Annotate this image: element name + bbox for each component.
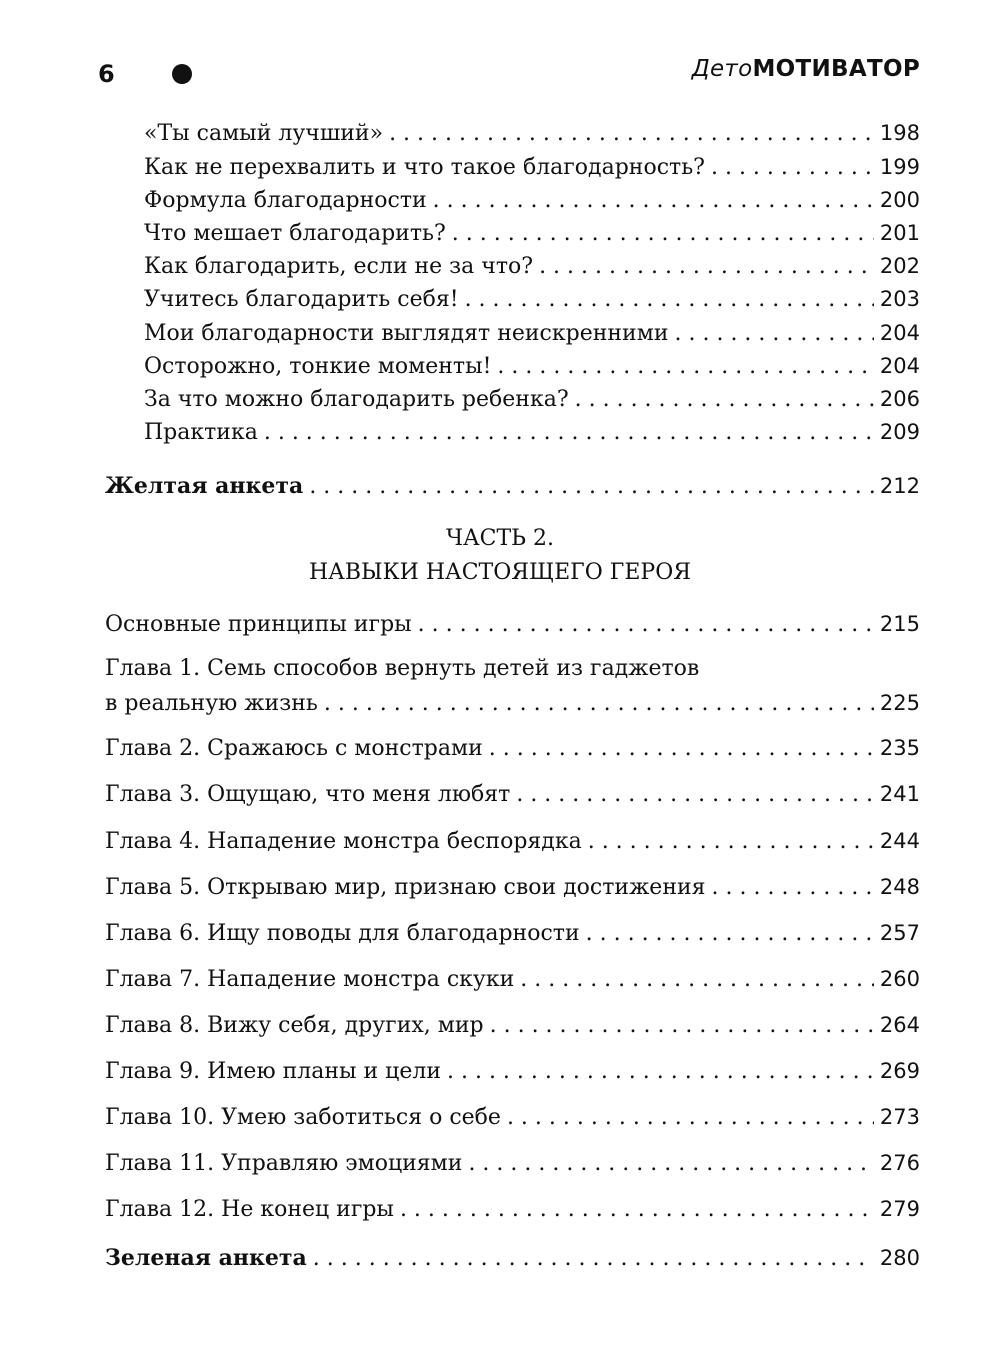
toc-entry bbox=[105, 964, 920, 995]
toc-leader-dots bbox=[324, 689, 874, 719]
toc-leader-dots bbox=[489, 734, 874, 764]
toc-entry-page: 204 bbox=[879, 354, 920, 378]
toc-entry-label: Что мешает благодарить? bbox=[144, 221, 446, 246]
toc-entry bbox=[105, 918, 920, 949]
toc-entry-page: 199 bbox=[879, 155, 920, 179]
toc-entry bbox=[105, 1102, 920, 1133]
toc-leader-dots bbox=[490, 1011, 874, 1041]
toc-entry-label: Глава 8. Вижу себя, других, мир bbox=[105, 1013, 484, 1038]
toc-entry-label: Глава 7. Нападение монстра скуки bbox=[105, 967, 515, 992]
toc-entry-label: Практика bbox=[144, 420, 258, 445]
toc-entry-page: 206 bbox=[879, 387, 920, 411]
toc-leader-dots bbox=[520, 965, 874, 995]
toc-entry-label: «Ты самый лучший» bbox=[144, 121, 384, 146]
toc-entry-label: Глава 12. Не конец игры bbox=[105, 1197, 394, 1222]
toc-entry-label: Мои благодарности выглядят неискренними bbox=[144, 321, 669, 346]
toc-entry bbox=[105, 1010, 920, 1041]
toc-entry-page: 276 bbox=[879, 1151, 920, 1175]
toc-entry bbox=[144, 185, 920, 216]
toc-entry-label: Глава 11. Управляю эмоциями bbox=[105, 1151, 463, 1176]
toc-entry-label: Глава 10. Умею заботиться о себе bbox=[105, 1105, 501, 1130]
toc-entry-yellow-form bbox=[105, 471, 920, 502]
toc-entry bbox=[105, 1148, 920, 1179]
book-title-main: МОТИВАТОР bbox=[752, 56, 920, 82]
toc-entry-page: 201 bbox=[879, 221, 920, 245]
toc-leader-dots bbox=[447, 1057, 874, 1087]
toc-entry-page: 200 bbox=[879, 188, 920, 212]
toc-entry bbox=[105, 1056, 920, 1087]
toc-entry-label: Как не перехвалить и что такое благодарность? bbox=[144, 155, 705, 180]
part-heading-number: ЧАСТЬ 2. bbox=[446, 526, 554, 551]
toc-entry-label: Желтая анкета bbox=[105, 473, 304, 499]
toc-entry-page: 264 bbox=[879, 1013, 920, 1037]
toc-entry-label: Глава 9. Имею планы и цели bbox=[105, 1059, 441, 1084]
toc-entry-label: в реальную жизнь bbox=[105, 691, 318, 716]
toc-entry-page: 215 bbox=[879, 612, 920, 636]
toc-entry-page: 273 bbox=[879, 1105, 920, 1129]
toc-leader-dots bbox=[452, 219, 874, 249]
toc-entry-label: Основные принципы игры bbox=[105, 612, 412, 637]
toc-entry bbox=[105, 872, 920, 903]
toc-entry-page: 209 bbox=[879, 420, 920, 444]
toc-entry-page: 198 bbox=[879, 121, 920, 145]
toc-entry-page: 260 bbox=[879, 967, 920, 991]
toc-entry bbox=[144, 318, 920, 349]
bullet-icon bbox=[172, 64, 192, 84]
toc-entry-label: Учитесь благодарить себя! bbox=[144, 287, 459, 312]
toc-entry bbox=[105, 779, 920, 810]
toc-entry-page: 248 bbox=[879, 875, 920, 899]
toc-entry bbox=[105, 688, 920, 719]
toc-entry-label: Глава 4. Нападение монстра беспорядка bbox=[105, 829, 582, 854]
toc-leader-dots bbox=[418, 610, 874, 640]
toc-entry bbox=[144, 251, 920, 282]
part-heading-title: НАВЫКИ НАСТОЯЩЕГО ГЕРОЯ bbox=[308, 560, 691, 585]
toc-entry bbox=[144, 152, 920, 183]
toc-entry bbox=[144, 384, 920, 415]
toc-entry bbox=[105, 1194, 920, 1225]
toc-entry-page: 280 bbox=[879, 1246, 920, 1270]
toc-leader-dots bbox=[507, 1103, 874, 1133]
book-title-prefix: Дето bbox=[691, 56, 753, 82]
toc-leader-dots bbox=[712, 873, 874, 903]
toc-entry-page: 241 bbox=[879, 782, 920, 806]
toc-entry-green-form bbox=[105, 1243, 920, 1274]
toc-entry bbox=[144, 351, 920, 382]
toc-entry-label: Глава 6. Ищу поводы для благодарности bbox=[105, 921, 580, 946]
toc-leader-dots bbox=[309, 472, 874, 502]
toc-entry-page: 244 bbox=[879, 829, 920, 853]
toc-entry bbox=[105, 826, 920, 857]
toc-entry-page: 235 bbox=[879, 736, 920, 760]
toc-entry-page: 279 bbox=[879, 1197, 920, 1221]
toc-leader-dots bbox=[468, 1149, 873, 1179]
toc-entry-label: Глава 5. Открываю мир, признаю свои достижения bbox=[105, 875, 706, 900]
toc-entry-page: 212 bbox=[879, 474, 920, 498]
toc-entry-label-line1: Глава 1. Семь способов вернуть детей из гаджетов bbox=[105, 656, 700, 681]
toc-entry bbox=[144, 118, 920, 149]
toc-leader-dots bbox=[433, 186, 874, 216]
toc-leader-dots bbox=[389, 119, 874, 149]
toc-entry-label: Глава 3. Ощущаю, что меня любят bbox=[105, 782, 511, 807]
toc-leader-dots bbox=[588, 827, 874, 857]
toc-entry-page: 257 bbox=[879, 921, 920, 945]
toc-leader-dots bbox=[575, 385, 874, 415]
toc-entry-label: Зеленая анкета bbox=[105, 1245, 307, 1271]
toc-leader-dots bbox=[313, 1244, 874, 1274]
toc-leader-dots bbox=[675, 319, 874, 349]
toc-entry-label: Формула благодарности bbox=[144, 188, 427, 213]
toc-leader-dots bbox=[400, 1195, 874, 1225]
toc-entry bbox=[105, 733, 920, 764]
toc-entry-page: 202 bbox=[879, 254, 920, 278]
toc-leader-dots bbox=[586, 919, 874, 949]
toc-leader-dots bbox=[264, 418, 874, 448]
toc-leader-dots bbox=[711, 153, 874, 183]
toc-leader-dots bbox=[497, 352, 873, 382]
toc-entry bbox=[144, 284, 920, 315]
toc-entry-page: 269 bbox=[879, 1059, 920, 1083]
toc-entry-label: За что можно благодарить ребенка? bbox=[144, 387, 569, 412]
toc-leader-dots bbox=[516, 780, 874, 810]
toc-entry-label: Осторожно, тонкие моменты! bbox=[144, 354, 492, 379]
toc-entry-page: 204 bbox=[879, 321, 920, 345]
toc-leader-dots bbox=[465, 285, 874, 315]
toc-entry bbox=[144, 218, 920, 249]
toc-entry-page: 225 bbox=[879, 691, 920, 715]
toc-entry-label: Глава 2. Сражаюсь с монстрами bbox=[105, 736, 483, 761]
toc-leader-dots bbox=[539, 252, 874, 282]
toc-entry-page: 203 bbox=[879, 287, 920, 311]
page-number: 6 bbox=[98, 60, 115, 88]
toc-entry bbox=[144, 417, 920, 448]
toc-entry-label: Как благодарить, если не за что? bbox=[144, 254, 534, 279]
toc-entry bbox=[105, 609, 920, 640]
book-title bbox=[692, 56, 920, 82]
